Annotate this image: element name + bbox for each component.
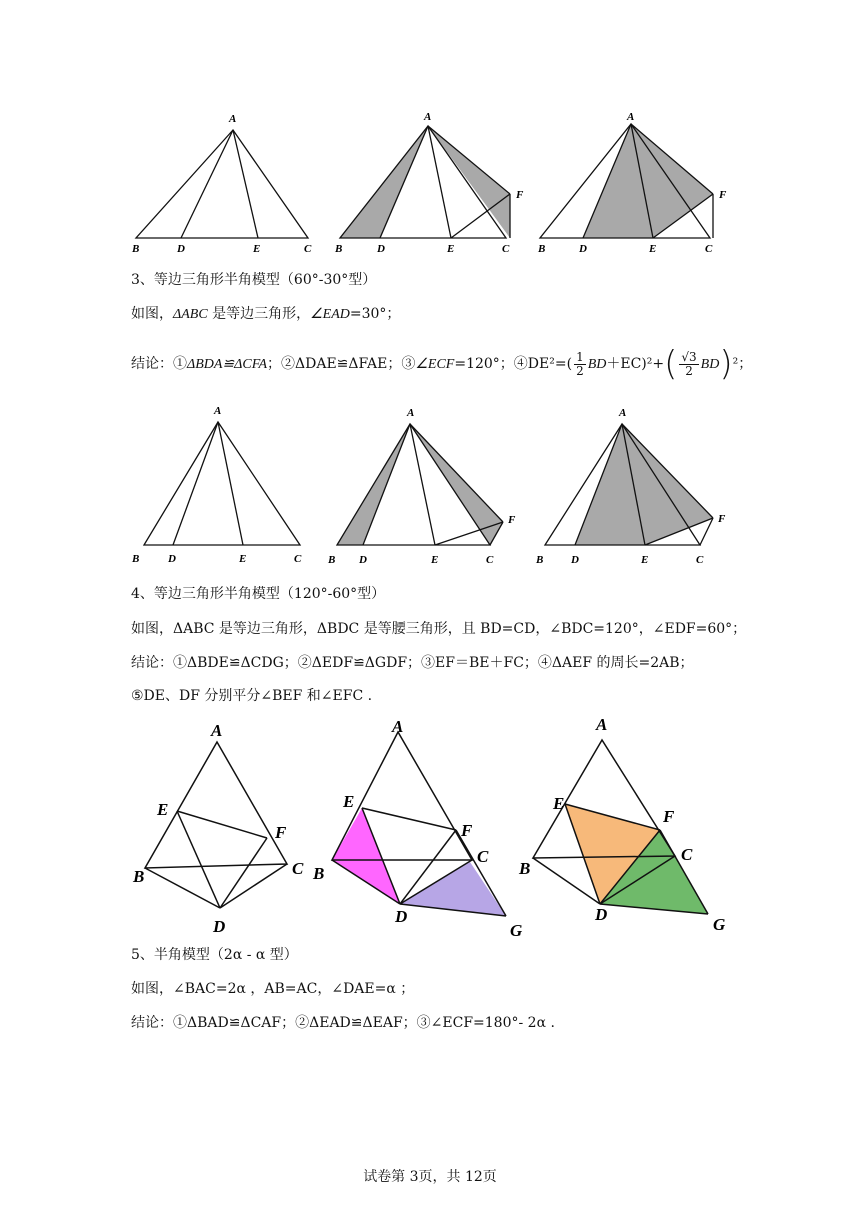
label-C: C	[705, 243, 713, 255]
label-C: C	[292, 859, 304, 878]
label-D: D	[213, 917, 226, 936]
label-B: B	[335, 243, 343, 255]
fraction-sqrt3-over-2: $\frac{√3}{2}$	[681, 349, 697, 378]
label-C: C	[502, 243, 510, 255]
fig3-triangle	[537, 111, 727, 255]
fig8-quadrilateral	[312, 717, 523, 940]
label-B: B	[328, 554, 336, 566]
label-A: A	[596, 715, 608, 734]
page-footer: 试卷第 3页，共 12页	[363, 1169, 497, 1185]
label-E: E	[343, 792, 355, 811]
label-G: G	[510, 921, 523, 940]
fig4-triangle	[144, 422, 300, 545]
label-E: E	[157, 800, 169, 819]
label-E: E	[641, 554, 649, 566]
figure-row2	[125, 400, 745, 572]
section4-heading: 4、等边三角形半角模型（120°-60°型）	[131, 586, 386, 602]
label-A: A	[211, 721, 223, 740]
section5-desc: 如图，∠BAC=2α ，AB=AC，∠DAE=α ；	[131, 981, 415, 997]
label-A: A	[424, 111, 432, 123]
label-E: E	[553, 794, 565, 813]
label-C: C	[486, 554, 494, 566]
label-F: F	[663, 807, 675, 826]
fig5-triangle	[327, 407, 516, 566]
section5-conclusion: 结论：①ΔBAD≌ΔCAF；②ΔEAD≌ΔEAF；③∠ECF=180°- 2α .	[131, 1015, 555, 1031]
label-A: A	[229, 113, 237, 125]
label-C: C	[681, 845, 693, 864]
figure-row3	[125, 712, 745, 942]
fig1-triangle	[136, 130, 308, 238]
label-B: B	[133, 867, 145, 886]
fig6-triangle	[535, 407, 726, 566]
label-C: C	[294, 553, 302, 565]
section5-heading: 5、半角模型（2α - α 型）	[131, 947, 298, 963]
label-D: D	[377, 243, 385, 255]
label-F: F	[508, 514, 516, 526]
label-B: B	[538, 243, 546, 255]
section4-desc: 如图，ΔABC 是等边三角形，ΔBDC 是等腰三角形，且 BD=CD，∠BDC=120°，∠EDF=60°；	[131, 621, 747, 637]
label-A: A	[392, 717, 404, 736]
label-D: D	[359, 554, 367, 566]
label-B: B	[536, 554, 544, 566]
label-E: E	[649, 243, 657, 255]
fig9-quadrilateral	[518, 715, 726, 934]
label-E: E	[431, 554, 439, 566]
label-F: F	[719, 189, 727, 201]
label-F: F	[718, 513, 726, 525]
label-D: D	[579, 243, 587, 255]
label-F: F	[461, 821, 473, 840]
section3-conclusion: 结论：①ΔBDA≌ΔCFA；②ΔDAE≌ΔFAE；③∠ECF=120°；④DE²=( $\frac{1}{2}$ BD＋EC)²+( $\frac{√3}{2}$ BD)²；	[131, 344, 753, 384]
label-D: D	[571, 554, 579, 566]
label-A: A	[619, 407, 627, 419]
label-D: D	[595, 905, 608, 924]
section4-conclusion2: ⑤DE、DF 分别平分∠BEF 和∠EFC .	[131, 688, 373, 704]
label-B: B	[313, 864, 325, 883]
label-E: E	[447, 243, 455, 255]
label-A: A	[407, 407, 415, 419]
label-C: C	[696, 554, 704, 566]
label-B: B	[132, 553, 140, 565]
section3-desc: 如图，ΔABC 是等边三角形，∠EAD=30°；	[131, 306, 401, 322]
label-F: F	[275, 823, 287, 842]
label-B: B	[519, 859, 531, 878]
fraction-half: $\frac{1}{2}$	[576, 349, 584, 378]
label-A: A	[214, 405, 222, 417]
label-G: G	[713, 915, 726, 934]
label-C: C	[477, 847, 489, 866]
figure-row1	[125, 108, 745, 258]
label-F: F	[516, 189, 524, 201]
fig2-triangle	[334, 111, 524, 255]
section3-heading: 3、等边三角形半角模型（60°-30°型）	[131, 272, 377, 288]
label-D: D	[168, 553, 176, 565]
section4-conclusion: 结论：①ΔBDE≌ΔCDG；②ΔEDF≌ΔGDF；③EF＝BE＋FC；④ΔAEF 的周长=2AB；	[131, 655, 694, 671]
label-D: D	[395, 907, 408, 926]
label-B: B	[132, 243, 140, 255]
label-A: A	[627, 111, 635, 123]
label-D: D	[177, 243, 185, 255]
label-C: C	[304, 243, 312, 255]
label-E: E	[239, 553, 247, 565]
label-E: E	[253, 243, 261, 255]
fig7-quadrilateral	[145, 742, 287, 908]
